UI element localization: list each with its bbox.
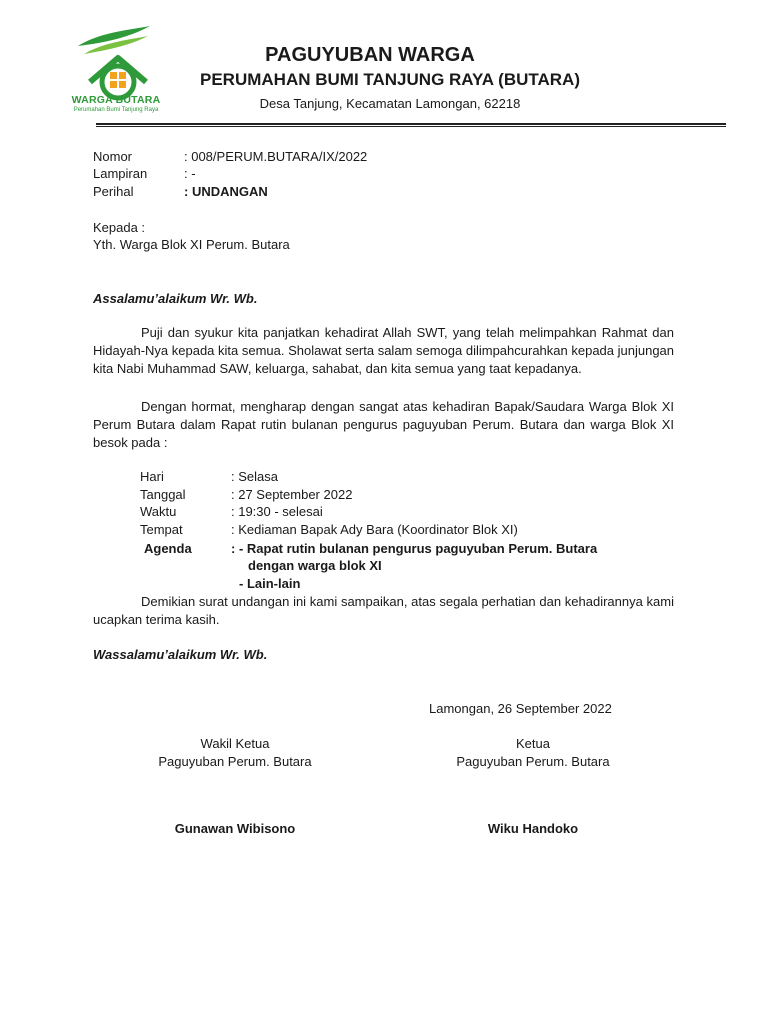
signatory-1-title: Wakil Ketua: [200, 736, 270, 751]
agenda-item-2: - Lain-lain: [239, 576, 301, 591]
event-value-tanggal: : 27 September 2022: [231, 487, 353, 502]
meta-value-nomor: : 008/PERUM.BUTARA/IX/2022: [184, 149, 368, 164]
signatory-2-title: Ketua: [516, 736, 550, 751]
org-address: Desa Tanjung, Kecamatan Lamongan, 62218: [259, 96, 521, 111]
meta-label-perihal: Perihal: [93, 184, 134, 199]
signatory-1-org: Paguyuban Perum. Butara: [158, 754, 312, 769]
greeting: Assalamu’alaikum Wr. Wb.: [93, 291, 258, 306]
event-value-tempat: : Kediaman Bapak Ady Bara (Koordinator Blok XI): [231, 522, 518, 537]
meta-value-lampiran: : -: [184, 166, 196, 181]
closing-greeting: Wassalamu’alaikum Wr. Wb.: [93, 647, 268, 662]
agenda-item-1: : - Rapat rutin bulanan pengurus paguyuban Perum. Butara: [231, 541, 598, 556]
signatory-2-org: Paguyuban Perum. Butara: [456, 754, 610, 769]
body-paragraph-1-text: Puji dan syukur kita panjatkan kehadirat Allah SWT, yang telah melimpahkan Rahmat dan Hidayah-Nya kepada kita semua. Sholawat serta salam semoga dilimpahcurahkan kepada junjungan kita Nabi Muhammad SAW, keluarga, sahabat, dan kita semua yang taat kepadanya.: [93, 325, 675, 376]
signatory-1-name: Gunawan Wibisono: [174, 821, 296, 836]
recipient-line2: Yth. Warga Blok XI Perum. Butara: [93, 237, 290, 252]
body-paragraph-2: [93, 398, 674, 452]
event-value-waktu: : 19:30 - selesai: [231, 504, 323, 519]
body-paragraph-3-text: Demikian surat undangan ini kami sampaikan, atas segala perhatian dan kehadirannya kami ucapkan terima kasih.: [93, 594, 674, 627]
body-paragraph-3: [93, 593, 674, 629]
meta-label-nomor: Nomor: [93, 149, 133, 164]
event-label-tempat: Tempat: [140, 522, 183, 537]
event-label-hari: Hari: [140, 469, 164, 484]
event-label-waktu: Waktu: [140, 504, 177, 519]
agenda-label: Agenda: [144, 541, 192, 556]
agenda-item-1-cont: dengan warga blok XI: [248, 558, 382, 573]
event-value-hari: : Selasa: [231, 469, 278, 484]
header-rule-thin: [96, 126, 726, 127]
org-name: PAGUYUBAN WARGA: [265, 44, 475, 66]
logo-name: WARGA BUTARA: [71, 94, 161, 106]
meta-value-perihal: : UNDANGAN: [184, 184, 268, 199]
body-paragraph-1: [93, 324, 674, 378]
meta-label-lampiran: Lampiran: [93, 166, 148, 181]
header-rule-thick: [96, 123, 726, 125]
org-subtitle: PERUMAHAN BUMI TANJUNG RAYA (BUTARA): [200, 70, 580, 89]
logo-tagline: Perumahan Bumi Tanjung Raya: [73, 107, 159, 113]
body-paragraph-2-text: Dengan hormat, mengharap dengan sangat atas kehadiran Bapak/Saudara Warga Blok XI Perum Butara dalam Rapat rutin bulanan pengurus paguyuban Perum. Butara dan warga Blok XI besok pada :: [93, 399, 674, 450]
recipient-line1: Kepada :: [93, 220, 146, 235]
event-label-tanggal: Tanggal: [140, 487, 186, 502]
place-date: Lamongan, 26 September 2022: [429, 701, 612, 716]
signatory-2-name: Wiku Handoko: [487, 821, 579, 836]
